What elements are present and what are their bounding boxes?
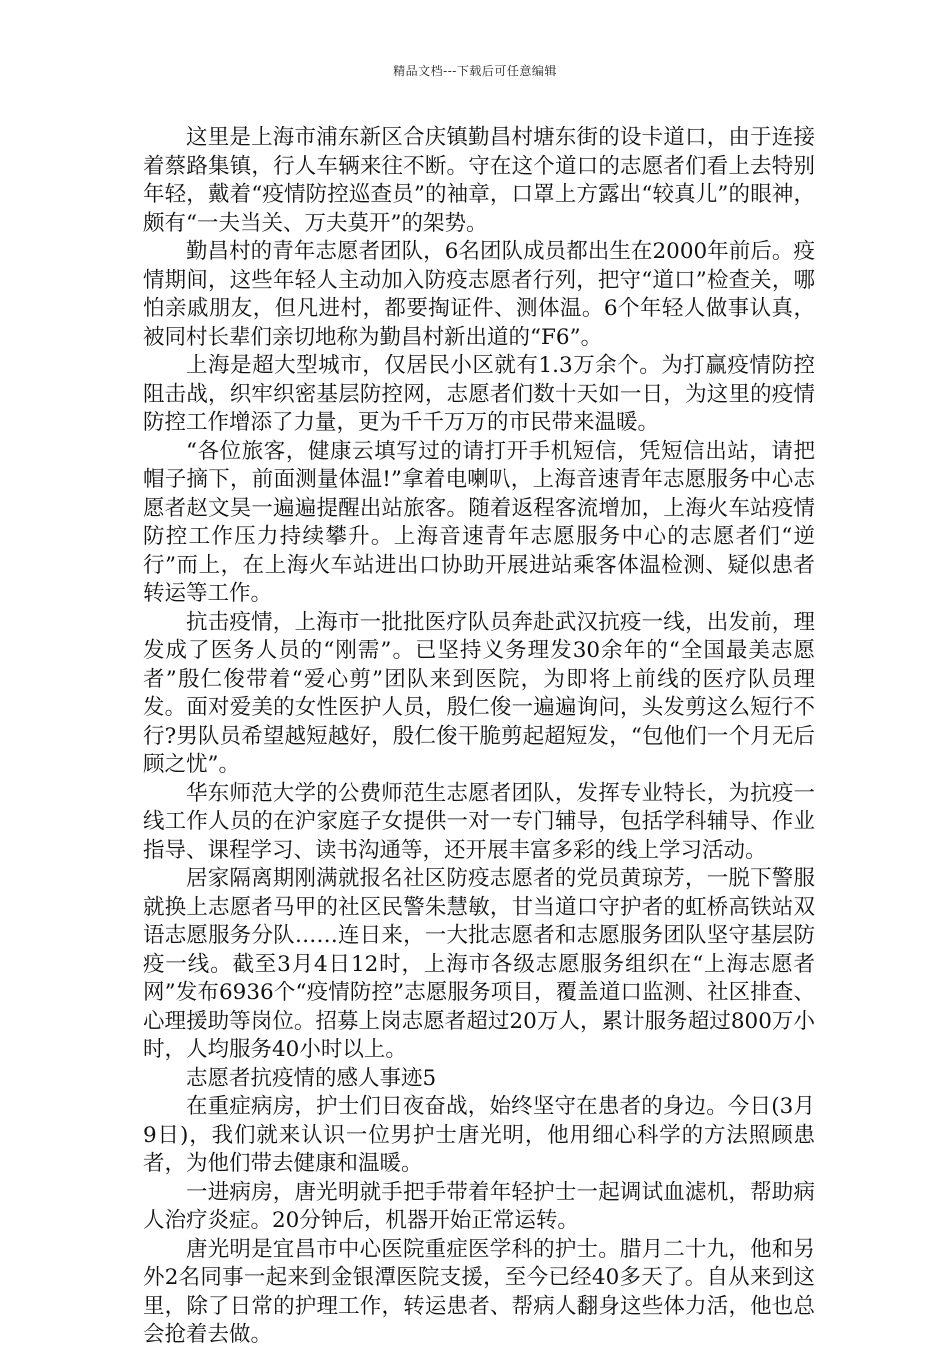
page-header: 精品文档---下载后可任意编辑 [393,64,557,78]
paragraph-7: 居家隔离期刚满就报名社区防疫志愿者的党员黄琼芳，一脱下警服就换上志愿者马甲的社区民警朱慧敏，甘当道口守护者的虹桥高铁站双语志愿服务分队……连日来，一大批志愿者和志愿服务团队坚守基层防疫一线。截至3月4日12时，上海市各级志愿服务组织在“上海志愿者网”发布6936个“疫情防控”志愿服务项目，覆盖道口监测、社区排查、心理援助等岗位。招募上岗志愿者超过20万人，累计服务超过800万小时，人均服务40小时以上。 [143,866,815,1062]
paragraph-3: 上海是超大型城市，仅居民小区就有1.3万余个。为打赢疫情防控阻击战，织牢织密基层防控网，志愿者们数十天如一日，为这里的疫情防控工作增添了力量，更为千千万万的市民带来温暖。 [143,353,815,435]
document-body [143,124,815,1350]
paragraph-5: 抗击疫情，上海市一批批医疗队员奔赴武汉抗疫一线，出发前，理发成了医务人员的“刚需”。已坚持义务理发30余年的“全国最美志愿者”殷仁俊带着“爱心剪”团队来到医院，为即将上前线的医疗队员理发。面对爱美的女性医护人员，殷仁俊一遍遍询问，头发剪这么短行不行?男队员希望越短越好，殷仁俊干脆剪起超短发，“包他们一个月无后顾之忧”。 [143,609,815,777]
section-heading: 志愿者抗疫情的感人事迹5 [186,1065,437,1091]
paragraph-2: 勤昌村的青年志愿者团队，6名团队成员都出生在2000年前后。疫情期间，这些年轻人主动加入防疫志愿者行列，把守“道口”检查关，哪怕亲戚朋友，但凡进村，都要掏证件、测体温。6个年轻人做事认真，被同村长辈们亲切地称为勤昌村新出道的“F6”。 [143,239,815,350]
paragraph-1: 这里是上海市浦东新区合庆镇勤昌村塘东街的设卡道口，由于连接着蔡路集镇，行人车辆来往不断。守在这个道口的志愿者们看上去特别年轻，戴着“疫情防控巡查员”的袖章，口罩上方露出“较真儿”的眼神，颇有“一夫当关、万夫莫开”的架势。 [143,125,815,236]
paragraph-4: “各位旅客，健康云填写过的请打开手机短信，凭短信出站，请把帽子摘下，前面测量体温!”拿着电喇叭，上海音速青年志愿服务中心志愿者赵文昊一遍遍提醒出站旅客。随着返程客流增加，上海火车站疫情防控工作压力持续攀升。上海音速青年志愿服务中心的志愿者们“逆行”而上，在上海火车站进出口协助开展进站乘客体温检测、疑似患者转运等工作。 [143,438,815,606]
paragraph-10: 唐光明是宜昌市中心医院重症医学科的护士。腊月二十九，他和另外2名同事一起来到金银潭医院支援，至今已经40多天了。自从来到这里，除了日常的护理工作，转运患者、帮病人翻身这些体力活，他也总会抢着去做。 [143,1236,815,1347]
paragraph-6: 华东师范大学的公费师范生志愿者团队，发挥专业特长，为抗疫一线工作人员的在沪家庭子女提供一对一专门辅导，包括学科辅导、作业指导、课程学习、读书沟通等，还开展丰富多彩的线上学习活动。 [143,780,815,863]
paragraph-9: 一进病房，唐光明就手把手带着年轻护士一起调试血滤机，帮助病人治疗炎症。20分钟后，机器开始正常运转。 [143,1179,815,1233]
paragraph-8: 在重症病房，护士们日夜奋战，始终坚守在患者的身边。今日(3月9日)，我们就来认识一位男护士唐光明，他用细心科学的方法照顾患者，为他们带去健康和温暖。 [143,1094,815,1176]
